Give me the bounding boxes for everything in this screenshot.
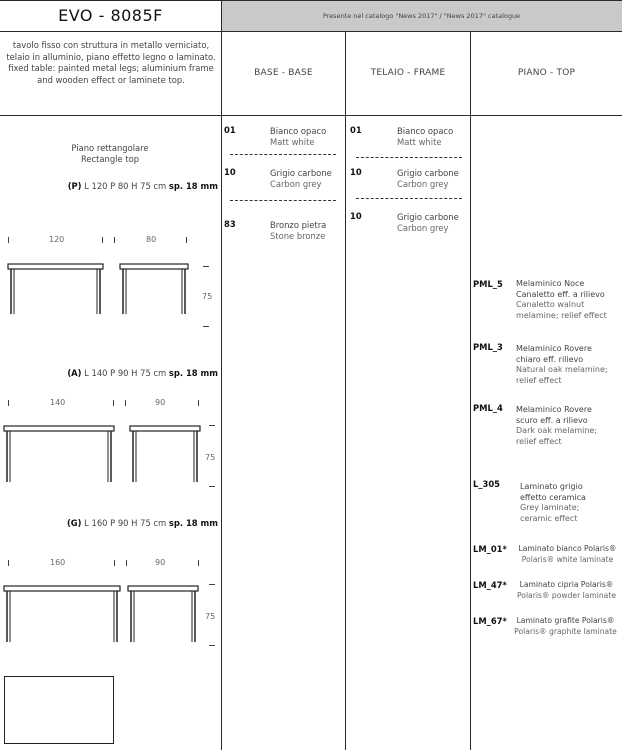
base-separator: [230, 154, 336, 155]
dim-tick: [102, 237, 103, 243]
top-code: L_305: [473, 479, 501, 489]
swatch-placeholder: [4, 676, 114, 744]
base-item-it: Bronzo pietra: [270, 220, 327, 230]
size-code: (G): [66, 518, 82, 528]
col-header-frame: TELAIO - FRAME: [370, 68, 446, 78]
top-item: [516, 344, 622, 386]
size-code: (P): [67, 181, 82, 191]
top-item-line: effetto ceramica: [520, 492, 586, 502]
base-item-it: Bianco opaco: [270, 126, 327, 136]
dim-tick: [198, 400, 199, 406]
height-tick: [203, 326, 209, 327]
frame-item: [397, 126, 453, 147]
size-dims: L 160 P 90 H 75 cm: [84, 518, 167, 528]
dim-tick: [186, 237, 187, 243]
top-item-line: Polaris® graphite laminate: [514, 626, 617, 636]
dim-length: 160: [50, 558, 66, 567]
top-item: [511, 580, 622, 601]
frame-item-en: Carbon grey: [397, 178, 449, 189]
size-code: (A): [67, 368, 82, 378]
top-item-line: relief effect: [516, 375, 562, 385]
frame-item: [397, 212, 459, 233]
size-dims: L 120 P 80 H 75 cm: [84, 181, 167, 191]
base-item-en: Stone bronze: [270, 230, 326, 241]
size-thickness: sp. 18 mm: [168, 368, 218, 378]
top-item: [513, 544, 622, 565]
base-code: 83: [224, 219, 236, 229]
frame-item-it: Grigio carbone: [397, 168, 459, 178]
frame-code: 10: [350, 211, 362, 221]
top-item: [516, 405, 622, 447]
table-drawing-front: [4, 426, 119, 486]
dim-height: 75: [205, 453, 216, 462]
top-item-line: Polaris® white laminate: [521, 554, 614, 564]
dim-depth: 90: [155, 558, 166, 567]
dim-tick: [126, 560, 127, 566]
base-item: [270, 220, 326, 241]
dim-tick: [125, 400, 126, 406]
frame-separator: [356, 157, 462, 158]
col-header-base: BASE - BASE: [254, 68, 313, 78]
dim-depth: 90: [155, 398, 166, 407]
dim-tick: [114, 560, 115, 566]
frame-item-it: Grigio carbone: [397, 212, 459, 222]
size-line-p: [0, 181, 218, 191]
height-tick: [209, 425, 215, 426]
base-item-en: Carbon grey: [270, 178, 322, 189]
table-drawing-front: [4, 586, 124, 646]
top-item-line: ceramic effect: [520, 513, 578, 523]
top-code: PML_5: [473, 279, 503, 289]
table-drawing-side: [130, 426, 205, 486]
table-drawing-side: [120, 264, 195, 324]
top-item-line: Melaminico Noce: [516, 279, 585, 288]
dim-length: 140: [50, 398, 66, 407]
base-code: 01: [224, 125, 236, 135]
shape-label: [30, 143, 190, 164]
top-item-line: Canaletto walnut: [516, 300, 585, 309]
top-code: LM_01*: [473, 544, 507, 554]
height-tick: [209, 486, 215, 487]
frame-code: 10: [350, 167, 362, 177]
top-item-line: Laminato grigio: [520, 482, 583, 491]
base-item-en: Matt white: [270, 136, 315, 147]
model-title: EVO - 8085F: [58, 6, 163, 25]
top-item-line: melamine; relief effect: [516, 310, 607, 320]
top-item: [520, 482, 622, 524]
description-it: tavolo fisso con struttura in metallo verniciato, telaio in alluminio, piano effetto legno o laminato.: [6, 40, 216, 62]
dim-tick: [8, 400, 9, 406]
top-item: [509, 616, 622, 637]
frame-separator: [356, 198, 462, 199]
height-tick: [209, 645, 215, 646]
top-item-line: Natural oak melamine;: [516, 365, 608, 374]
table-drawing-front: [8, 264, 108, 324]
top-item-line: Melaminico Rovere: [516, 405, 592, 414]
top-item-line: Canaletto eff. a rilievo: [516, 289, 605, 299]
top-item-line: Melaminico Rovere: [516, 344, 592, 353]
dim-length: 120: [49, 235, 65, 244]
dim-tick: [8, 237, 9, 243]
size-dims: L 140 P 90 H 75 cm: [84, 368, 167, 378]
dim-height: 75: [202, 292, 213, 301]
column-divider-2: [345, 31, 346, 750]
dim-tick: [113, 400, 114, 406]
dim-height: 75: [205, 612, 216, 621]
top-item-line: Polaris® powder laminate: [516, 590, 616, 600]
col-header-top: PIANO - TOP: [517, 68, 576, 78]
base-code: 10: [224, 167, 236, 177]
top-code: PML_4: [473, 403, 503, 413]
size-line-g: [0, 518, 218, 528]
dim-tick: [198, 560, 199, 566]
top-item-line: scuro eff. a rilievo: [516, 415, 588, 425]
frame-item-it: Bianco opaco: [397, 126, 454, 136]
base-item: [270, 168, 332, 189]
height-tick: [209, 584, 215, 585]
dim-tick: [8, 560, 9, 566]
top-item-line: Dark oak melamine;: [516, 426, 598, 435]
size-thickness: sp. 18 mm: [168, 518, 218, 528]
dim-depth: 80: [146, 235, 157, 244]
size-line-a: [0, 368, 218, 378]
top-item-line: relief effect: [516, 436, 562, 446]
catalogue-note: Presente nel catalogo "News 2017" / "News 2017" catalogue: [221, 0, 622, 31]
top-code: PML_3: [473, 342, 503, 352]
top-item-line: Grey laminate;: [520, 503, 580, 512]
dim-tick: [114, 237, 115, 243]
top-border: [0, 0, 622, 1]
base-item: [270, 126, 326, 147]
size-thickness: sp. 18 mm: [168, 181, 218, 191]
top-item-line: Laminato grafite Polaris®: [516, 616, 615, 625]
frame-item: [397, 168, 459, 189]
frame-item-en: Carbon grey: [397, 222, 449, 233]
description-en: fixed table: painted metal legs; aluminium frame and wooden effect or laminete top.: [8, 63, 214, 85]
frame-code: 01: [350, 125, 362, 135]
top-code: LM_47*: [473, 580, 507, 590]
top-code: LM_67*: [473, 616, 507, 626]
top-item-line: Laminato cipria Polaris®: [519, 580, 614, 589]
top-item: [516, 279, 622, 321]
base-separator: [230, 200, 336, 201]
product-description: [2, 40, 220, 86]
height-tick: [203, 266, 209, 267]
frame-item-en: Matt white: [397, 136, 442, 147]
base-item-it: Grigio carbone: [270, 168, 332, 178]
top-item-line: chiaro eff. rilievo: [516, 354, 584, 364]
column-divider-3: [470, 31, 471, 750]
shape-label-en: Rectangle top: [80, 153, 140, 164]
shape-label-it: Piano rettangolare: [71, 143, 149, 153]
top-item-line: Laminato bianco Polaris®: [518, 544, 617, 553]
column-head-divider: [0, 115, 622, 116]
table-drawing-side: [128, 586, 203, 646]
